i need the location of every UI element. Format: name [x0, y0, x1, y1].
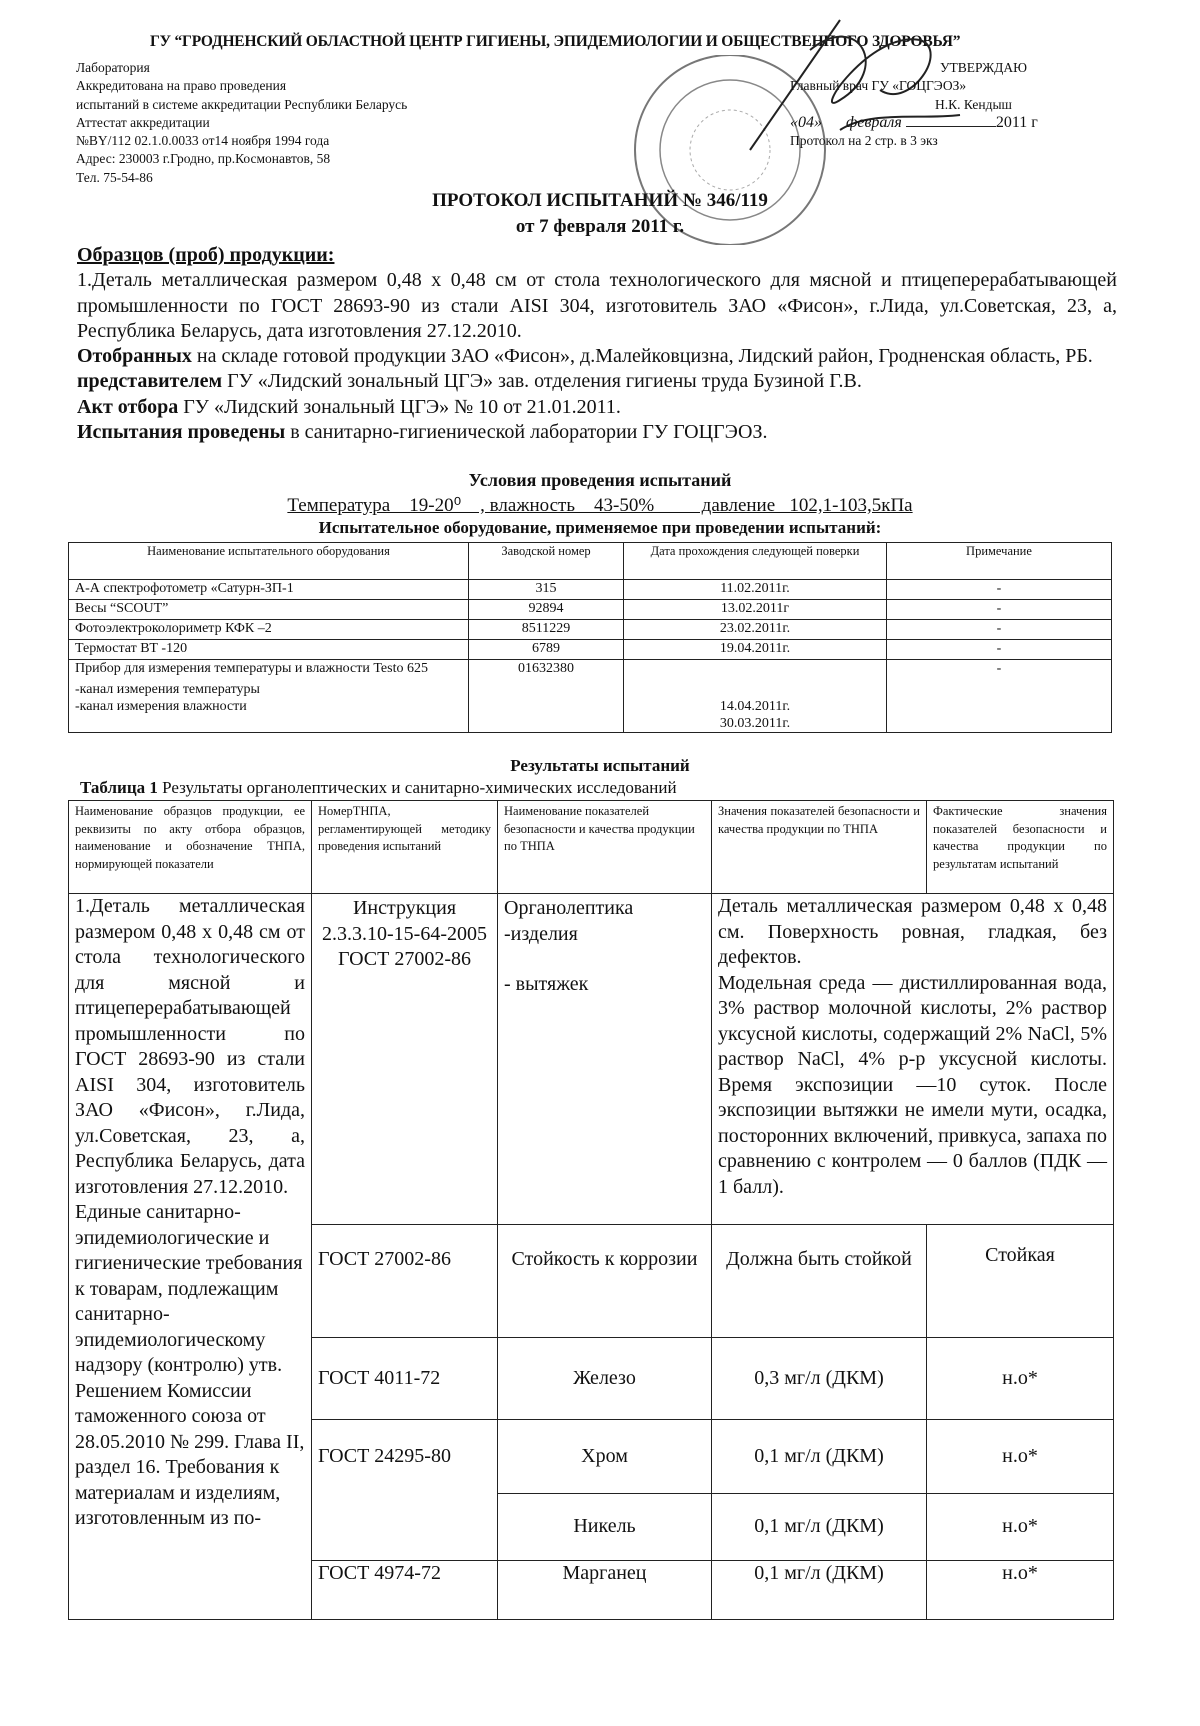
approver-position: Главный врач ГУ «ГОЦГЭОЗ» — [790, 78, 967, 94]
column-header: Наименование испытательного оборудования — [69, 543, 469, 580]
norm-value: 0,1 мг/л (ДКМ) — [712, 1494, 927, 1561]
table-header-row — [69, 801, 1114, 894]
indicator-sub: - вытяжек — [504, 973, 589, 995]
indicator-name: Органолептика — [504, 897, 634, 919]
indicator-sub: -изделия — [504, 922, 578, 945]
lab-line: Аттестат аккредитации — [76, 114, 210, 130]
method: ГОСТ 4011-72 — [312, 1338, 498, 1420]
table-caption — [80, 778, 677, 798]
column-header: Наименование показателей безопасности и качества продукции по ТНПА — [498, 801, 712, 894]
lab-line: Адрес: 230003 г.Гродно, пр.Космонавтов, 58 — [76, 151, 331, 167]
method: ГОСТ 24295-80 — [312, 1420, 498, 1561]
equipment-number: 92894 — [469, 600, 624, 620]
conditions-heading: Условия проведения испытаний — [468, 470, 732, 490]
equipment-date: 11.02.2011г. — [624, 580, 887, 600]
act-label: Акт отбора — [77, 395, 179, 418]
conditions-line — [0, 494, 1200, 517]
table-row — [69, 580, 1112, 600]
equipment-name: Фотоэлектроколориметр КФК –2 — [69, 620, 469, 640]
method: ГОСТ 4974-72 — [312, 1561, 498, 1620]
equipment-heading: Испытательное оборудование, применяемое при проведении испытаний: — [318, 518, 882, 537]
equipment-date: 14.04.2011г. — [719, 699, 791, 714]
column-header: Заводской номер — [469, 543, 624, 580]
equipment-date: 13.02.2011г — [624, 600, 887, 620]
indicator: Стойкость к коррозии — [498, 1225, 712, 1338]
equipment-note: - — [887, 620, 1112, 640]
equipment-number: 8511229 — [469, 620, 624, 640]
equipment-date: 19.04.2011г. — [624, 640, 887, 660]
approval-block — [790, 59, 1080, 150]
equipment-number: 01632380 — [469, 660, 624, 733]
approval-year: 2011 г — [995, 113, 1038, 131]
equipment-note: - — [887, 600, 1112, 620]
approver-name: Н.К. Кендыш — [935, 96, 1012, 112]
approve-label: УТВЕРЖДАЮ — [940, 60, 1028, 75]
lab-line: Тел. 75-54-86 — [76, 169, 153, 185]
lab-line: №BY/112 02.1.0.0033 от14 ноября 1994 года — [76, 133, 330, 149]
organoleptic-result: Деталь металлическая размером 0,48 х 0,48 см. Поверхность ровная, гладкая, без дефектов. — [718, 895, 1107, 968]
table-row — [69, 894, 1114, 1225]
column-header: НомерТНПА, регламентирующей методику проведения испытаний — [312, 801, 498, 894]
indicator: Марганец — [498, 1561, 712, 1620]
protocol-date: от 7 февраля 2011 г. — [515, 216, 685, 237]
table-label: Таблица 1 — [80, 778, 158, 797]
actual-value: Стойкая — [927, 1225, 1114, 1338]
conditions-values: Температура 19-20⁰ , влажность 43-50% давление 102,1-103,5кПа — [287, 495, 913, 516]
samples-heading: Образцов (проб) продукции: — [77, 244, 335, 266]
selected-text: на складе готовой продукции ЗАО «Фисон», д.Малейковцизна, Лидский район, Гродненская область, РБ. — [191, 345, 1093, 368]
equipment-channel: -канал измерения влажности — [75, 699, 247, 714]
lab-line: Лаборатория — [76, 60, 150, 75]
norm-value: 0,1 мг/л (ДКМ) — [712, 1420, 927, 1494]
equipment-note: - — [887, 660, 1112, 733]
table-title: Результаты органолептических и санитарно-химических исследований — [157, 778, 677, 797]
table-row — [69, 660, 1112, 733]
samples-text: 1.Деталь металлическая размером 0,48 х 0,48 см от стола технологического для мясной и птицеперерабатывающей промышленности по ГОСТ 28693-90 из стали AISI 304, изготовитель ЗАО «Фисон», г.Лида, ул.Советская, 23, а, Республика Беларусь, дата изготовления 27.12.2010. — [77, 269, 1117, 342]
results-table — [68, 800, 1114, 1620]
results-heading: Результаты испытаний — [510, 756, 690, 775]
protocol-pages: Протокол на 2 стр. в 3 экз — [790, 133, 938, 149]
column-header: Примечание — [887, 543, 1112, 580]
tests-label: Испытания проведены — [77, 421, 286, 444]
table-row — [69, 640, 1112, 660]
equipment-name: Термостат ВТ -120 — [69, 640, 469, 660]
approval-month: февраля — [846, 113, 902, 131]
column-header: Фактические значения показателей безопасности и качества продукции по результатам испытаний — [927, 801, 1114, 894]
norm-value: 0,3 мг/л (ДКМ) — [712, 1338, 927, 1420]
extract-result: Модельная среда — дистиллированная вода, 3% раствор молочной кислоты, 2% раствор уксусной кислоты, содержащий 2% NaCl, 5% раствор NaCl, 4% р-р уксусной кислоты. Время экспозиции —10 суток. После экспозиции вытяжки не имели мути, осадка, посторонних включений, привкуса, запаха по сравнению с контролем — 0 баллов (ПДК — 1 балл). — [718, 971, 1107, 1198]
column-header: Дата прохождения следующей поверки — [624, 543, 887, 580]
equipment-number: 315 — [469, 580, 624, 600]
tests-text: в санитарно-гигиенической лаборатории ГУ ГОЦГЭОЗ. — [285, 421, 768, 444]
representative-text: ГУ «Лидский зональный ЦГЭ» зав. отделения гигиены труда Бузиной Г.В. — [222, 370, 862, 393]
lab-line: испытаний в системе аккредитации Республики Беларусь — [76, 96, 408, 112]
equipment-note: - — [887, 580, 1112, 600]
lab-info — [76, 59, 407, 187]
table-header-row — [69, 543, 1112, 580]
equipment-note: - — [887, 640, 1112, 660]
actual-value: н.о* — [927, 1561, 1114, 1620]
column-header: Значения показателей безопасности и качества продукции по ТНПА — [712, 801, 927, 894]
sample-norm-document: Единые санитарно-эпидемиологические и гигиенические требования к товарам, подлежащим санитарно-эпидемиологическому надзору (контролю) утв. Решением Комиссии таможенного союза от 28.05.2010 № 299. Глава II, раздел 16. Требования к материалам и изделиям, изготовленным из по- — [75, 1201, 305, 1529]
act-text: ГУ «Лидский зональный ЦГЭ» № 10 от 21.01.2011. — [178, 395, 621, 418]
samples-section — [77, 243, 1117, 445]
actual-value: н.о* — [927, 1420, 1114, 1494]
indicator: Железо — [498, 1338, 712, 1420]
actual-value: н.о* — [927, 1338, 1114, 1420]
norm-value: Должна быть стойкой — [712, 1225, 927, 1338]
actual-value: н.о* — [927, 1494, 1114, 1561]
indicator: Никель — [498, 1494, 712, 1561]
equipment-name: А-А спектрофотометр «Сатурн-ЗП-1 — [69, 580, 469, 600]
table-row — [69, 600, 1112, 620]
equipment-table — [68, 542, 1112, 733]
equipment-date: 23.02.2011г. — [624, 620, 887, 640]
equipment-date: 30.03.2011г. — [719, 716, 791, 731]
equipment-name: Прибор для измерения температуры и влажности Testo 625 — [75, 661, 428, 676]
organization-name: ГУ “ГРОДНЕНСКИЙ ОБЛАСТНОЙ ЦЕНТР ГИГИЕНЫ, ЭПИДЕМИОЛОГИИ И ОБЩЕСТВЕННОГО ЗДОРОВЬЯ” — [150, 33, 961, 50]
method-gost: ГОСТ 27002-86 — [338, 948, 471, 970]
approval-day: «04» — [790, 113, 822, 131]
column-header: Наименование образцов продукции, ее реквизиты по акту отбора образцов, наименование и обозначение ТНПА, нормирующей показатели — [69, 801, 312, 894]
indicator: Хром — [498, 1420, 712, 1494]
selected-label: Отобранных — [77, 345, 192, 368]
lab-line: Аккредитована на право проведения — [76, 78, 287, 94]
sample-description: 1.Деталь металлическая размером 0,48 х 0,48 см от стола технологического для мясной и птицеперерабатывающей промышленности по ГОСТ 28693-90 из стали AISI 304, изготовитель ЗАО «Фисон», г.Лида, ул.Советская, 23, а, Республика Беларусь, дата изготовления 27.12.2010. — [75, 895, 305, 1198]
equipment-name: Весы “SCOUT” — [69, 600, 469, 620]
representative-label: представителем — [77, 370, 223, 393]
equipment-channel: -канал измерения температуры — [75, 682, 260, 697]
method-instruction: Инструкция 2.3.3.10-15-64-2005 — [322, 897, 487, 945]
protocol-title: ПРОТОКОЛ ИСПЫТАНИЙ № 346/119 — [432, 190, 768, 211]
table-row — [69, 620, 1112, 640]
equipment-number: 6789 — [469, 640, 624, 660]
norm-value: 0,1 мг/л (ДКМ) — [712, 1561, 927, 1620]
method: ГОСТ 27002-86 — [312, 1225, 498, 1338]
